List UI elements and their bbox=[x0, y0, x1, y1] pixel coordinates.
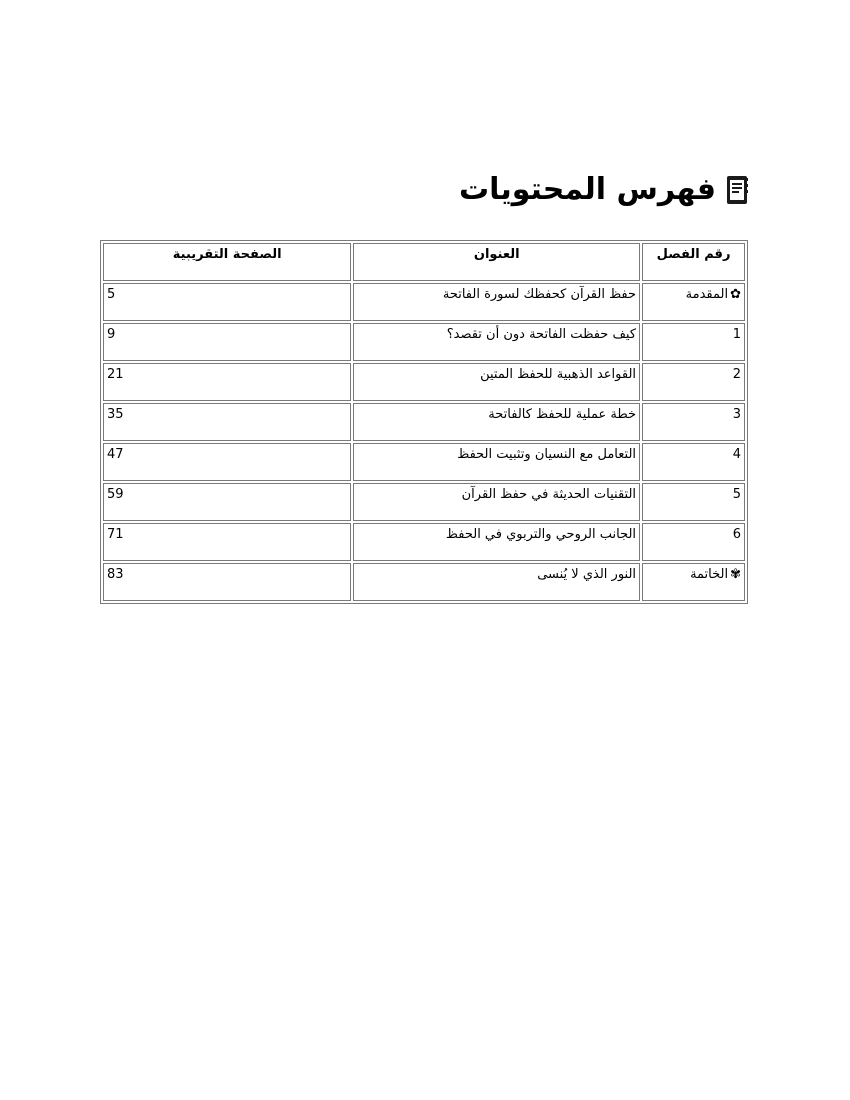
table-row bbox=[103, 363, 745, 401]
toc-table bbox=[100, 240, 748, 604]
page-cell: 21 bbox=[103, 363, 351, 401]
page-cell: 83 bbox=[103, 563, 351, 601]
title-cell: التعامل مع النسيان وتثبيت الحفظ bbox=[353, 443, 640, 481]
chapter-label: 3 bbox=[732, 407, 741, 422]
page-title: فهرس المحتويات bbox=[459, 172, 716, 207]
chapter-cell bbox=[642, 283, 745, 321]
chapter-cell bbox=[642, 443, 745, 481]
chapter-label: 2 bbox=[732, 367, 741, 382]
page-cell: 5 bbox=[103, 283, 351, 321]
toc-heading bbox=[100, 170, 750, 210]
chapter-cell bbox=[642, 483, 745, 521]
toc-header-row bbox=[103, 243, 745, 281]
page-cell: 71 bbox=[103, 523, 351, 561]
title-cell: الجانب الروحي والتربوي في الحفظ bbox=[353, 523, 640, 561]
header-page: الصفحة التقريبية bbox=[103, 243, 351, 281]
page-cell: 59 bbox=[103, 483, 351, 521]
chapter-cell bbox=[642, 403, 745, 441]
chapter-cell bbox=[642, 363, 745, 401]
table-row bbox=[103, 563, 745, 601]
title-cell: التقنيات الحديثة في حفظ القرآن bbox=[353, 483, 640, 521]
title-cell: النور الذي لا يُنسى bbox=[353, 563, 640, 601]
table-row bbox=[103, 443, 745, 481]
chapter-label: 4 bbox=[732, 447, 741, 462]
book-icon bbox=[724, 174, 750, 206]
page-cell: 47 bbox=[103, 443, 351, 481]
toc-body bbox=[103, 283, 745, 601]
table-row bbox=[103, 523, 745, 561]
title-cell: القواعد الذهبية للحفظ المتين bbox=[353, 363, 640, 401]
table-row bbox=[103, 403, 745, 441]
flower-icon: ✾ bbox=[730, 567, 741, 582]
page-cell: 35 bbox=[103, 403, 351, 441]
chapter-cell bbox=[642, 563, 745, 601]
chapter-cell bbox=[642, 523, 745, 561]
chapter-label: الخاتمة bbox=[690, 567, 729, 582]
title-cell: حفظ القرآن كحفظك لسورة الفاتحة bbox=[353, 283, 640, 321]
table-row bbox=[103, 283, 745, 321]
title-cell: خطة عملية للحفظ كالفاتحة bbox=[353, 403, 640, 441]
chapter-cell bbox=[642, 323, 745, 361]
table-row bbox=[103, 323, 745, 361]
table-row bbox=[103, 483, 745, 521]
chapter-label: 5 bbox=[732, 487, 741, 502]
header-title: العنوان bbox=[353, 243, 640, 281]
chapter-label: 1 bbox=[732, 327, 741, 342]
header-chapter: رقم الفصل bbox=[642, 243, 745, 281]
flower-icon: ✿ bbox=[730, 287, 741, 302]
title-cell: كيف حفظت الفاتحة دون أن تقصد؟ bbox=[353, 323, 640, 361]
page-cell: 9 bbox=[103, 323, 351, 361]
chapter-label: 6 bbox=[732, 527, 741, 542]
chapter-label: المقدمة bbox=[685, 287, 729, 302]
